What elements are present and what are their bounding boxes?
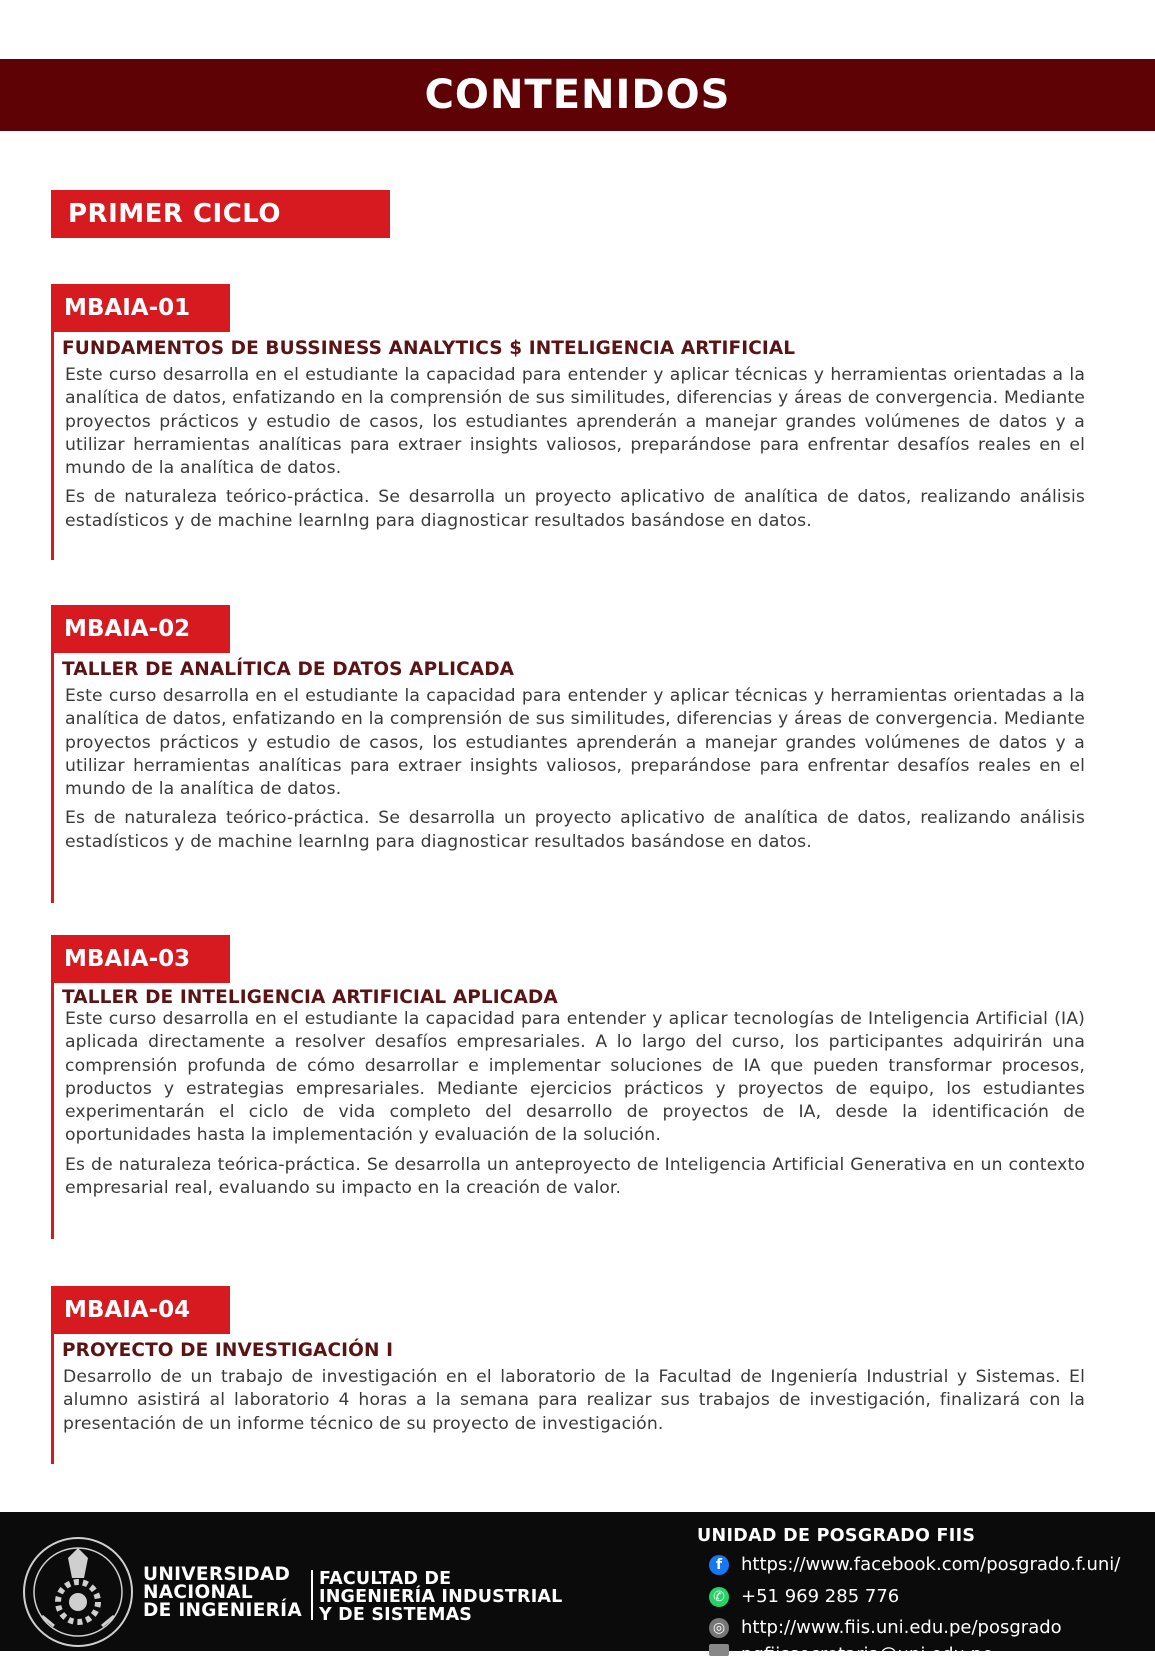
course-nature: Es de naturaleza teórico-práctica. Se desarrolla un proyecto aplicativo de analítica de datos, realizando análisis estadísticos y de machine learnIng para diagnosticar resultados basándose en datos. (65, 808, 1085, 852)
course-title: TALLER DE INTELIGENCIA ARTIFICIAL APLICADA (62, 987, 558, 1008)
course-block-1 (51, 284, 1091, 560)
course-description: Este curso desarrolla en el estudiante la capacidad para entender y aplicar tecnologías de Inteligencia Artificial (IA) aplicada directamente a resolver desafíos empresariales. A lo largo del curso, los participantes adquirirán una comprensión profunda de cómo desarrollar e implementar soluciones de IA que pueden transformar procesos, productos y estrategias empresariales. Mediante ejercicios prácticos y proyectos de equipo, los estudiantes experimentarán el ciclo de vida completo del desarrollo de proyectos de IA, desde la identificación de oportunidades hasta la implementación y evaluación de la solución. (65, 1009, 1085, 1146)
course-code: MBAIA-01 (51, 284, 230, 332)
university-seal-icon (22, 1526, 134, 1651)
course-nature: Es de naturaleza teórica-práctica. Se desarrolla un anteproyecto de Inteligencia Artificial Generativa en un contexto empresarial real, evaluando su impacto en la creación de valor. (65, 1154, 1085, 1199)
facebook-link[interactable]: f https://www.facebook.com/posgrado.f.uni/ (709, 1554, 1120, 1575)
university-name: UNIVERSIDAD NACIONAL DE INGENIERÍA (143, 1564, 302, 1621)
course-code: MBAIA-04 (51, 1286, 230, 1334)
contact-title: UNIDAD DE POSGRADO FIIS (697, 1526, 976, 1546)
header-band (0, 59, 1155, 131)
course-code: MBAIA-02 (51, 605, 230, 653)
mail-icon (709, 1644, 729, 1656)
course-block-2 (51, 605, 1091, 903)
facebook-icon: f (709, 1555, 729, 1575)
footer-divider (311, 1570, 313, 1620)
page-title: CONTENIDOS (424, 72, 731, 118)
phone-contact[interactable]: ✆ +51 969 285 776 (709, 1586, 899, 1607)
course-title: TALLER DE ANALÍTICA DE DATOS APLICADA (62, 659, 515, 680)
website-link[interactable]: ◎ http://www.fiis.uni.edu.pe/posgrado (709, 1617, 1062, 1638)
course-title: PROYECTO DE INVESTIGACIÓN I (62, 1340, 394, 1361)
course-block-3 (51, 935, 1091, 1239)
course-title: FUNDAMENTOS DE BUSSINESS ANALYTICS $ INTELIGENCIA ARTIFICIAL (62, 338, 796, 359)
cycle-label: PRIMER CICLO (51, 190, 390, 238)
faculty-name: FACULTAD DE INGENIERÍA INDUSTRIAL Y DE SISTEMAS (319, 1569, 563, 1625)
course-description: Este curso desarrolla en el estudiante la capacidad para entender y aplicar técnicas y herramientas orientadas a la analítica de datos, enfatizando en la comprensión de sus similitudes, diferencias y áreas de convergencia. Mediante proyectos prácticos y estudio de casos, los estudiantes aprenderán a manejar grandes volúmenes de datos y a utilizar herramientas analíticas para extraer insights valiosos, preparándose para enfrentar desafíos reales en el mundo de la analítica de datos. (65, 365, 1085, 479)
footer (0, 1512, 1155, 1665)
course-code: MBAIA-03 (51, 935, 230, 983)
email-link[interactable]: pgfiissecretaria@uni.edu.pe (709, 1644, 993, 1651)
course-block-4 (51, 1286, 1091, 1464)
whatsapp-icon: ✆ (709, 1587, 729, 1607)
course-description: Desarrollo de un trabajo de investigación en el laboratorio de la Facultad de Ingeniería Industrial y Sistemas. El alumno asistirá al laboratorio 4 horas a la semana para realizar sus trabajos de investigación, finalizará con la presentación de un informe técnico de su proyecto de investigación. (63, 1367, 1085, 1434)
course-description: Este curso desarrolla en el estudiante la capacidad para entender y aplicar técnicas y herramientas orientadas a la analítica de datos, enfatizando en la comprensión de sus similitudes, diferencias y áreas de convergencia. Mediante proyectos prácticos y estudio de casos, los estudiantes aprenderán a manejar grandes volúmenes de datos y a utilizar herramientas analíticas para extraer insights valiosos, preparándose para enfrentar desafíos reales en el mundo de la analítica de datos. (65, 686, 1085, 800)
course-nature: Es de naturaleza teórico-práctica. Se desarrolla un proyecto aplicativo de analítica de datos, realizando análisis estadísticos y de machine learnIng para diagnosticar resultados basándose en datos. (65, 487, 1085, 531)
globe-icon: ◎ (709, 1618, 729, 1638)
